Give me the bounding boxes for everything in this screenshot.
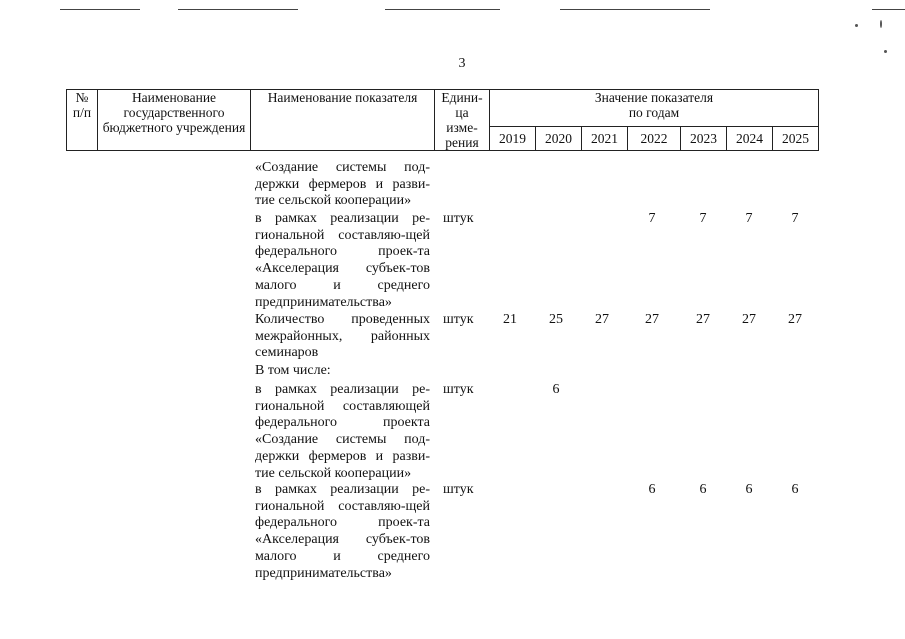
header-year: 2019 [490,127,536,151]
page-number: 3 [458,56,466,71]
header-num: № п/п [67,90,98,151]
row-value-2021: 27 [595,312,609,327]
row-unit: штук [443,211,474,226]
row-value-2024: 7 [745,211,753,226]
header-year: 2021 [582,127,628,151]
row-value-2022: 7 [648,211,656,226]
row-value-2025: 27 [788,312,802,327]
header-year: 2024 [727,127,773,151]
header-institution: Наименование государственного бюджетного учреждения [98,90,251,151]
row-value-2020: 25 [549,312,563,327]
row-value-2024: 6 [745,482,753,497]
row-value-2022: 27 [645,312,659,327]
header-year: 2025 [773,127,819,151]
row-value-2022: 6 [648,482,656,497]
row-indicator: Количество проведенных межрайонных, районных семинаров [255,312,430,361]
header-year: 2023 [681,127,727,151]
row-unit: штук [443,312,474,327]
row-value-2023: 6 [699,482,707,497]
header-unit: Едини- ца изме- рения [435,90,490,151]
row-value-2019: 21 [503,312,517,327]
row-value-2025: 6 [791,482,799,497]
header-year: 2020 [536,127,582,151]
row-unit: штук [443,482,474,497]
header-values-title: Значение показателя по годам [490,90,819,127]
row-value-2024: 27 [742,312,756,327]
row-indicator: В том числе: [255,363,331,378]
row-indicator: в рамках реализации ре-гиональной составляю-щей федерального проек-та «Акселерация субъек-тов малого и среднего предпринимательства» [255,482,430,581]
header-indicator: Наименование показателя [251,90,435,151]
row-indicator: в рамках реализации ре-гиональной составляющей федерального проекта «Создание системы под-держки фермеров и разви-тие сельской кооперации» [255,382,430,481]
header-year: 2022 [628,127,681,151]
row-indicator: «Создание системы под-держки фермеров и разви-тие сельской кооперации» [255,160,430,209]
row-value-2023: 27 [696,312,710,327]
row-value-2023: 7 [699,211,707,226]
row-value-2025: 7 [791,211,799,226]
row-unit: штук [443,382,474,397]
row-value-2020: 6 [552,382,560,397]
row-indicator: в рамках реализации ре-гиональной составляю-щей федерального проек-та «Акселерация субъек-тов малого и среднего предпринимательства» [255,211,430,310]
